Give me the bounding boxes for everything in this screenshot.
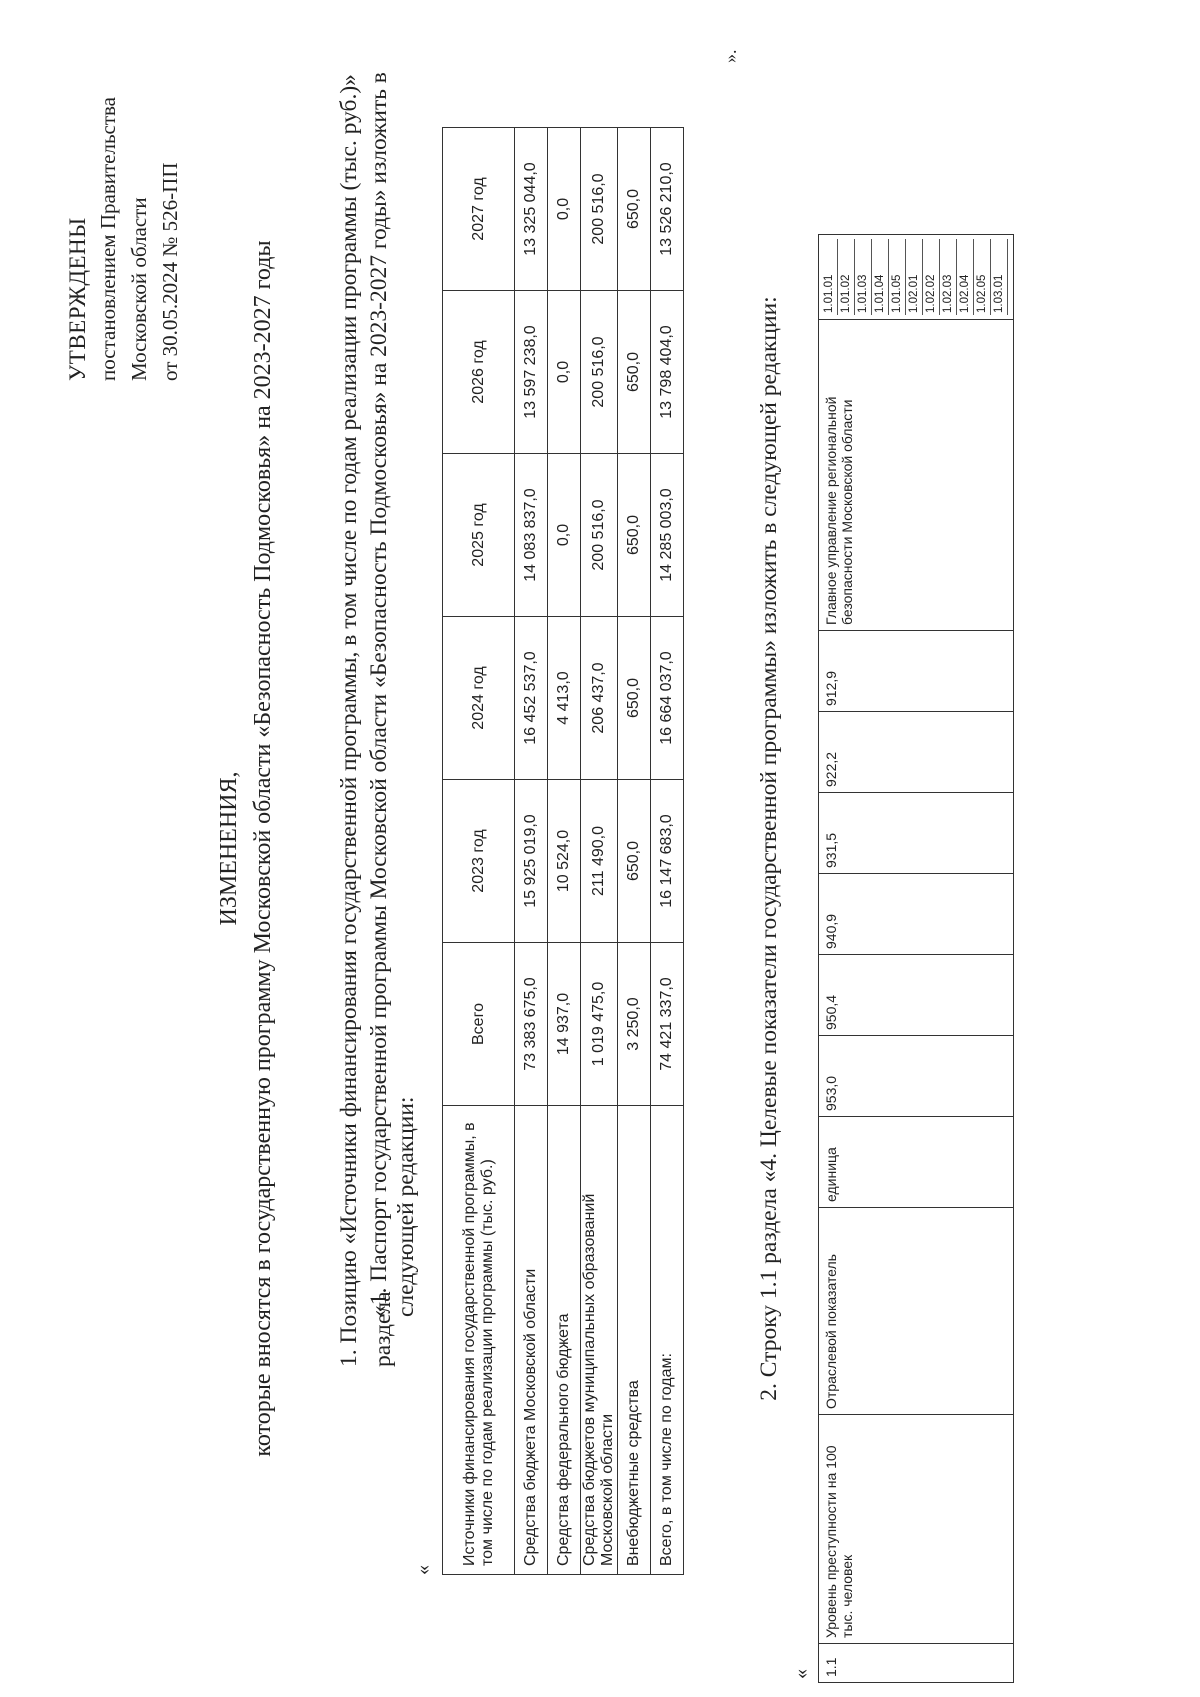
cell-value: 206 437,0: [581, 617, 618, 780]
indicator-value: 953,0: [819, 1036, 1014, 1117]
indicator-code: 1.01.05: [889, 239, 906, 315]
indicator-value: 950,4: [819, 955, 1014, 1036]
cell-value: 4 413,0: [548, 617, 581, 780]
financing-col-header: 2025 год: [443, 454, 515, 617]
indicator-code: 1.02.02: [923, 239, 940, 315]
cell-value: 0,0: [548, 128, 581, 291]
financing-header-label: Источники финансирования государственной программы, в том числе по годам реализации программы (тыс. руб.): [443, 1106, 515, 1575]
cell-value: 14 285 003,0: [651, 454, 684, 617]
row-label: Средства бюджета Московской области: [515, 1106, 548, 1575]
approval-stamp: [62, 97, 186, 381]
indicator-code: 1.02.03: [940, 239, 957, 315]
financing-table-header-row: [443, 128, 515, 1575]
approval-header: УТВЕРЖДЕНЫ: [65, 217, 90, 381]
financing-col-header: Всего: [443, 943, 515, 1106]
cell-value: 200 516,0: [581, 454, 618, 617]
section2-open-quote: «: [790, 1669, 812, 1679]
cell-value: 74 421 337,0: [651, 943, 684, 1106]
cell-value: 16 147 683,0: [651, 780, 684, 943]
indicator-code: 1.02.05: [974, 239, 991, 315]
indicator-value: 922,2: [819, 712, 1014, 793]
indicator-unit: единица: [819, 1117, 1014, 1208]
financing-col-header: 2026 год: [443, 291, 515, 454]
cell-value: 200 516,0: [581, 128, 618, 291]
indicator-code: 1.01.04: [872, 239, 889, 315]
indicator-code: 1.01.02: [838, 239, 855, 315]
cell-value: 14 083 837,0: [515, 454, 548, 617]
section1-paragraph-line1: 1. Позицию «Источники финансирования государственной программы, в том числе по годам реализации программы (тыс. руб.)» раздела: [336, 74, 396, 1367]
cell-value: 650,0: [618, 128, 651, 291]
document-title: ИЗМЕНЕНИЯ,: [216, 771, 242, 926]
cell-value: 1 019 475,0: [581, 943, 618, 1106]
cell-value: 200 516,0: [581, 291, 618, 454]
indicator-number: 1.1: [819, 1644, 1014, 1683]
row-label: Всего, в том числе по годам:: [651, 1106, 684, 1575]
cell-value: 650,0: [618, 780, 651, 943]
cell-value: 13 597 238,0: [515, 291, 548, 454]
cell-value: 16 664 037,0: [651, 617, 684, 780]
indicator-code: 1.01.03: [855, 239, 872, 315]
row-label: Средства федерального бюджета: [548, 1106, 581, 1575]
cell-value: 0,0: [548, 454, 581, 617]
section1-paragraph-line2: «1. Паспорт государственной программы Московской области «Безопасность Подмосковья» на 2023-2027 годы» изложить в следующей редакции:: [366, 72, 419, 1317]
approval-line-2: Московской области: [127, 197, 151, 381]
indicator-code: 1.02.04: [957, 239, 974, 315]
cell-value: 73 383 675,0: [515, 943, 548, 1106]
indicator-code: 1.01.01: [821, 239, 838, 315]
section2-paragraph: 2. Строку 1.1 раздела «4. Целевые показатели государственной программы» изложить в следующей редакции:: [756, 296, 782, 1401]
indicator-name: Уровень преступности на 100 тыс. человек: [819, 1415, 1014, 1644]
row-label: Средства бюджетов муниципальных образований Московской области: [581, 1106, 618, 1575]
indicator-code: 1.02.01: [906, 239, 923, 315]
cell-value: 13 325 044,0: [515, 128, 548, 291]
financing-col-header: 2024 год: [443, 617, 515, 780]
row-label: Внебюджетные средства: [618, 1106, 651, 1575]
approval-line-3: от 30.05.2024 № 526-ПП: [158, 162, 182, 381]
indicator-row: [819, 235, 1014, 1683]
indicator-value: 912,9: [819, 631, 1014, 712]
approval-line-1: постановлением Правительства: [96, 96, 120, 381]
indicator-code: 1.03.01: [991, 239, 1008, 315]
financing-table-row: [581, 128, 618, 1575]
indicator-codes: [819, 235, 1014, 320]
financing-table-row: [618, 128, 651, 1575]
cell-value: 3 250,0: [618, 943, 651, 1106]
section1-open-quote: «: [412, 1565, 434, 1575]
cell-value: 13 526 210,0: [651, 128, 684, 291]
cell-value: 15 925 019,0: [515, 780, 548, 943]
cell-value: 211 490,0: [581, 780, 618, 943]
section1-close-quote: ».: [720, 49, 740, 63]
indicator-value: 940,9: [819, 874, 1014, 955]
cell-value: 14 937,0: [548, 943, 581, 1106]
indicator-responsible: Главное управление региональной безопасности Московской области: [819, 320, 1014, 631]
cell-value: 13 798 404,0: [651, 291, 684, 454]
financing-col-header: 2027 год: [443, 128, 515, 291]
financing-table-row: [515, 128, 548, 1575]
cell-value: 650,0: [618, 454, 651, 617]
cell-value: 650,0: [618, 291, 651, 454]
financing-table-row: [548, 128, 581, 1575]
cell-value: 16 452 537,0: [515, 617, 548, 780]
document-subtitle: которые вносятся в государственную программу Московской области «Безопасность Подмосковья» на 2023-2027 годы: [250, 240, 276, 1457]
cell-value: 650,0: [618, 617, 651, 780]
cell-value: 0,0: [548, 291, 581, 454]
indicator-type: Отраслевой показатель: [819, 1208, 1014, 1415]
indicator-value: 931,5: [819, 793, 1014, 874]
indicators-table: [818, 234, 1014, 1683]
financing-table-total-row: [651, 128, 684, 1575]
cell-value: 10 524,0: [548, 780, 581, 943]
financing-col-header: 2023 год: [443, 780, 515, 943]
financing-table: [442, 127, 684, 1575]
